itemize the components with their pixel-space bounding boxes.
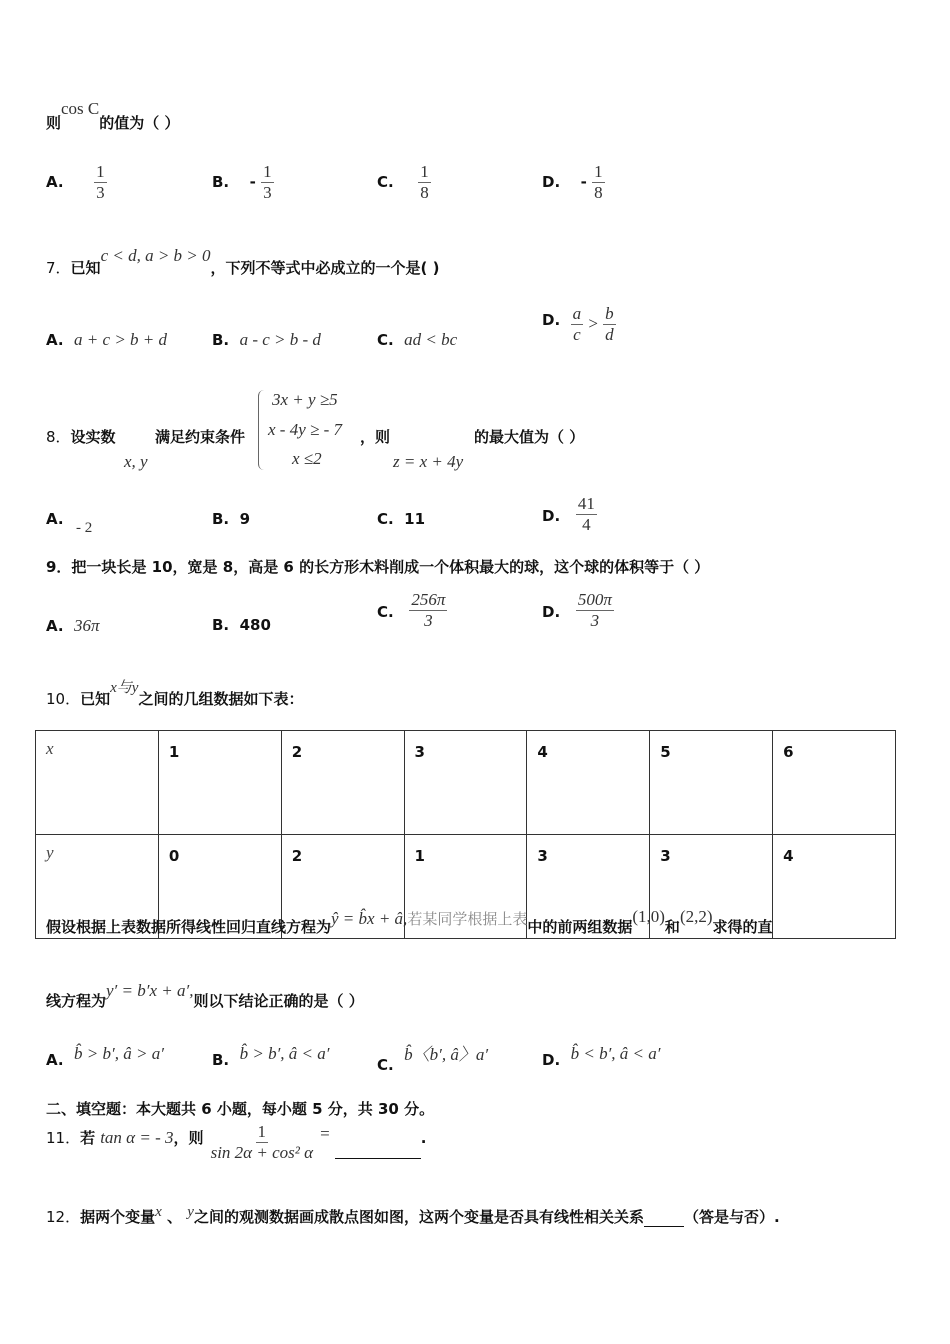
table-cell: 3	[404, 731, 527, 835]
q7-option-d[interactable]: D. $\frac{a}{c}$ > $\frac{b}{d}$	[542, 304, 614, 344]
fraction: $\frac{256\pi}{3}$	[411, 590, 446, 630]
q10-stem: 10．已知x与y之间的几组数据如下表：	[46, 680, 304, 708]
fraction: $\frac{1}{8}$	[420, 162, 429, 202]
table-header-x: x	[36, 731, 159, 835]
table-cell: 3	[527, 835, 650, 939]
constraint-3: x ≤2	[292, 449, 322, 468]
q6-stem: 则cos C的值为（ ）	[46, 99, 180, 132]
fraction: $\frac{1}{3}$	[263, 162, 272, 202]
q8-stem: 8．设实数	[46, 428, 116, 446]
table-header-y: y	[36, 835, 159, 939]
q10-body-line1: 假设根据上表数据所得线性回归直线方程为ŷ = b̂x + â,若某同学根据上表中的前两组数据(1,0)和(2,2)求得的直	[46, 907, 773, 936]
q9-option-c[interactable]: C. $\frac{256\pi}{3}$	[377, 590, 446, 630]
q9-option-b[interactable]: B. 480	[212, 616, 271, 634]
q10-option-d[interactable]: D. b̂ < b′, â < a′	[542, 1044, 661, 1069]
section-heading: 二、填空题：本大题共 6 小题，每小题 5 分，共 30 分。	[46, 1100, 435, 1118]
point-1: (1,0)	[632, 907, 665, 926]
table-cell: 0	[158, 835, 281, 939]
regression-eq: ŷ = b̂x + â,	[331, 909, 408, 928]
data-table	[35, 730, 896, 939]
q6-option-a[interactable]: A. $\frac{1}{3}$	[46, 162, 105, 202]
q8-vars: x, y	[124, 452, 148, 471]
q8-option-d[interactable]: D. $\frac{41}{4}$	[542, 494, 595, 534]
q9-option-d[interactable]: D. $\frac{500\pi}{3}$	[542, 590, 612, 630]
q6-option-d[interactable]: D. - $\frac{1}{8}$	[542, 162, 603, 202]
fraction: $\frac{500\pi}{3}$	[577, 590, 612, 630]
answer-blank[interactable]	[644, 1212, 684, 1227]
q7-condition: c < d, a > b > 0	[100, 246, 211, 265]
q6-option-c[interactable]: C. $\frac{1}{8}$	[377, 162, 429, 202]
table-row	[36, 731, 896, 835]
q7-stem: 7．已知c < d, a > b > 0，下列不等式中必成立的一个是( )	[46, 246, 440, 277]
q6-option-b[interactable]: B. - $\frac{1}{3}$	[212, 162, 272, 202]
q10-body-line2: 线方程为y′ = b′x + a′,则以下结论正确的是（ ）	[46, 981, 364, 1010]
table-cell: 1	[158, 731, 281, 835]
table-cell: 4	[773, 835, 896, 939]
q8-objective: z = x + 4y	[393, 452, 464, 471]
q8-option-b[interactable]: B. 9	[212, 510, 251, 528]
table-cell: 3	[650, 835, 773, 939]
brace	[258, 390, 267, 470]
q10-option-c[interactable]: C. b̂〈b′, â〉a′	[377, 1045, 489, 1074]
q8-ask: 的最大值为（ ）	[474, 428, 585, 446]
q10-option-a[interactable]: A. b̂ > b′, â > a′	[46, 1044, 164, 1069]
q11-stem: 11．若 tan α = - 3，则 $\frac{1}{\text{sin 2α + cos² α}}$ = .	[46, 1122, 427, 1162]
constraint-1: 3x + y ≥5	[272, 390, 338, 409]
q9-option-a[interactable]: A. 36π	[46, 616, 100, 635]
q8-option-c[interactable]: C. 11	[377, 510, 426, 528]
fraction: $\frac{1}{\text{sin 2α + cos² α}}$	[210, 1122, 314, 1162]
q8-constraint-label: 满足约束条件	[155, 428, 246, 446]
q8-then: ，则	[360, 428, 391, 446]
q7-option-c[interactable]: C. ad < bc	[377, 330, 458, 349]
table-cell: 4	[527, 731, 650, 835]
fraction: $\frac{b}{d}$	[605, 304, 614, 344]
table-cell: 1	[404, 835, 527, 939]
fraction: $\frac{1}{8}$	[594, 162, 603, 202]
constraint-2: x - 4y ≥ - 7	[268, 420, 342, 439]
table-cell: 6	[773, 731, 896, 835]
q9-stem: 9．把一块长是 10，宽是 8，高是 6 的长方形木料削成一个体积最大的球，这个球的体积等于（ ）	[46, 558, 710, 576]
table-cell: 2	[281, 835, 404, 939]
fraction: $\frac{41}{4}$	[577, 494, 595, 534]
answer-blank[interactable]	[335, 1158, 421, 1159]
q8-option-a-value: - 2	[76, 520, 93, 536]
fraction: $\frac{a}{c}$	[572, 304, 582, 344]
q7-option-a[interactable]: A. a + c > b + d	[46, 330, 168, 349]
q12-stem: 12．据两个变量x 、 y之间的观测数据画成散点图如图，这两个变量是否具有线性相关关系 （答是与否）.	[46, 1204, 780, 1226]
q8-option-a[interactable]: A.	[46, 510, 64, 528]
point-2: (2,2)	[679, 907, 713, 926]
q6-expr: cos C	[61, 99, 100, 118]
fraction: $\frac{1}{3}$	[96, 162, 105, 202]
table-cell: 5	[650, 731, 773, 835]
q10-vars: x与y	[110, 680, 139, 696]
q10-option-b[interactable]: B. b̂ > b′, â < a′	[212, 1044, 330, 1069]
q7-option-b[interactable]: B. a - c > b - d	[212, 330, 321, 349]
q11-condition: tan α = - 3	[100, 1128, 174, 1147]
line-eq: y′ = b′x + a′,	[106, 981, 194, 1000]
table-cell: 2	[281, 731, 404, 835]
